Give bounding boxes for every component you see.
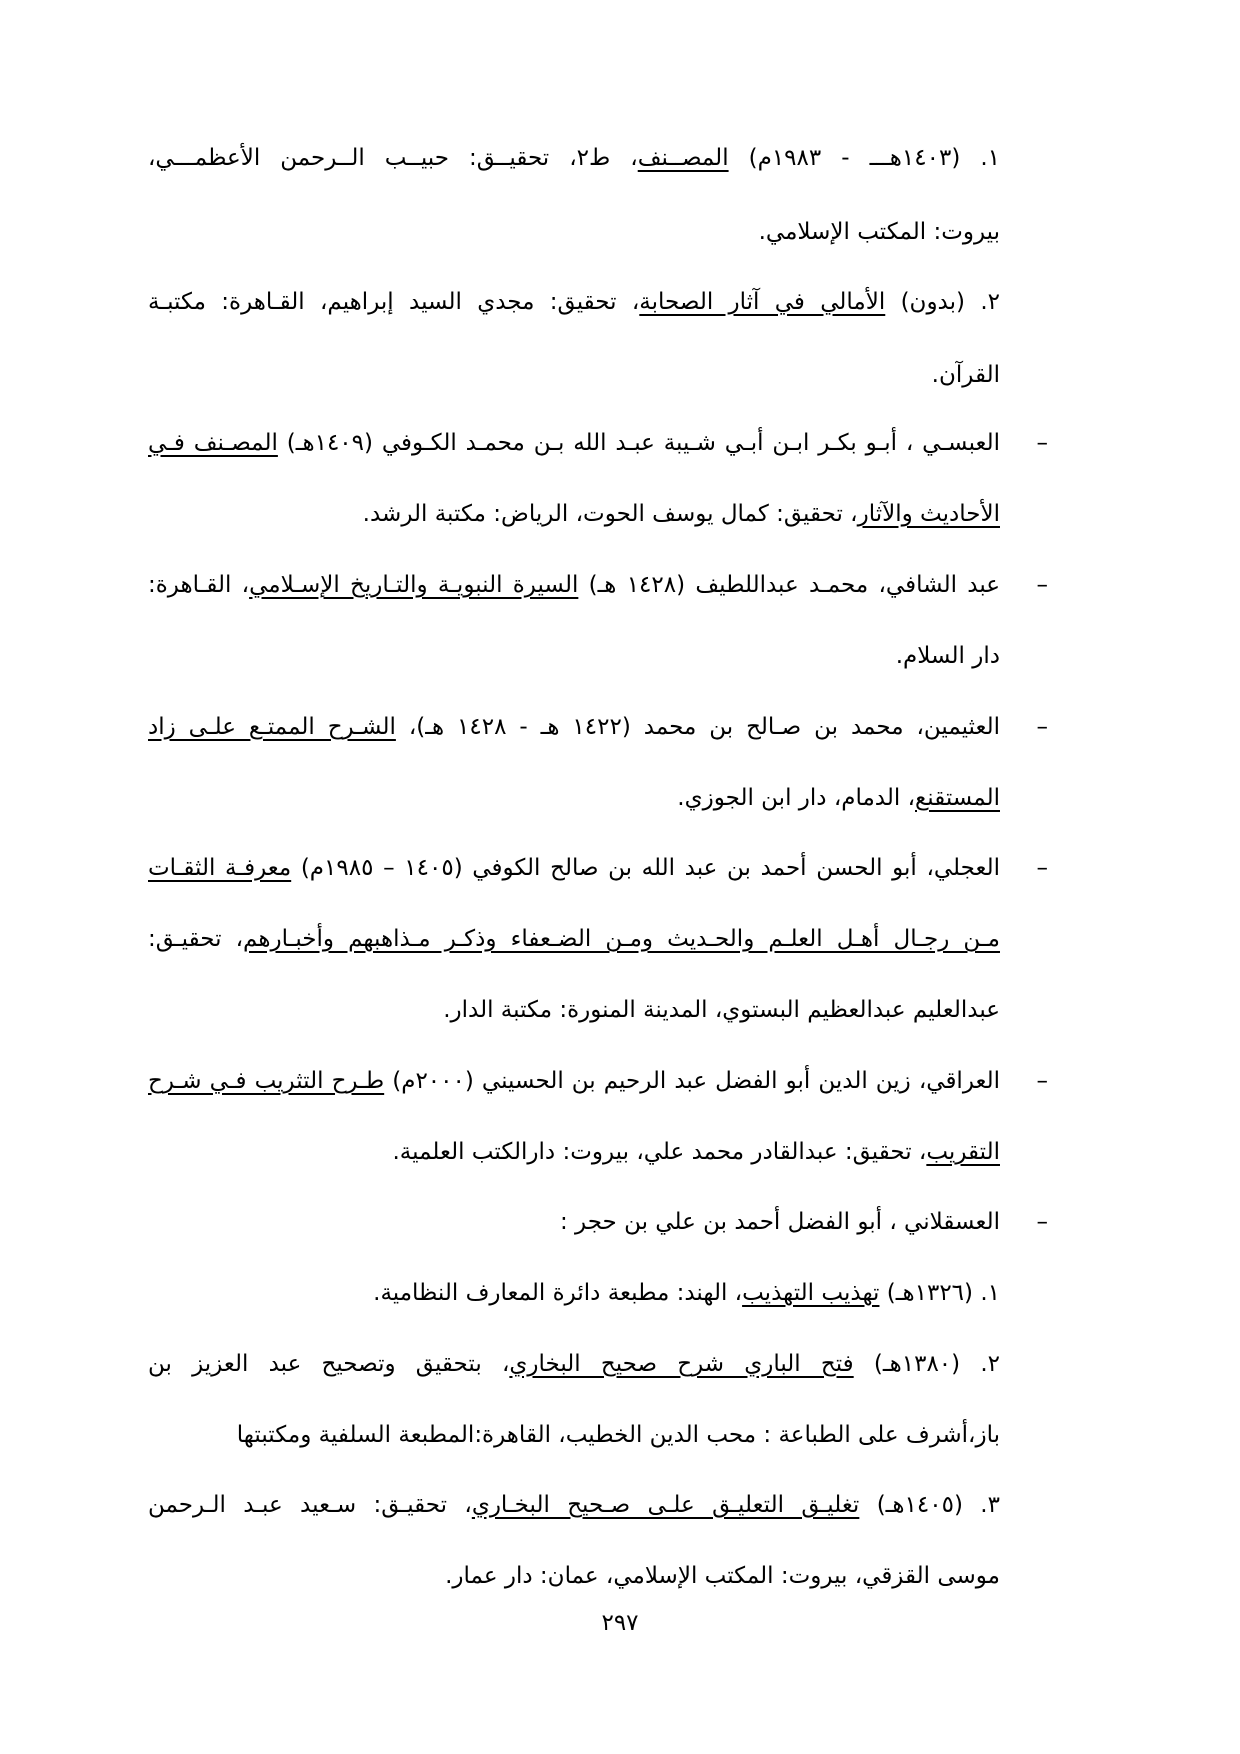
ref-line <box>759 212 1000 252</box>
ref-text: ١. (١٣٢٦هـ) <box>879 1280 1000 1306</box>
ref-text: العراقي، زين الدين أبو الفضل عبد الرحيم بن الحسيني (٢٠٠٠م) <box>384 1068 1001 1094</box>
ref-text: ، تحقيـق: سـعيد عبـد الـرحمن <box>148 1492 472 1518</box>
ref-text: ٣. (١٤٠٥هـ) <box>859 1492 1000 1518</box>
bullet-dash: – <box>1036 714 1048 740</box>
ref-text: القرآن. <box>931 362 1000 388</box>
ref-title: الشـرح الممتـع علـى زاد <box>148 714 396 740</box>
ref-title: المستقنع <box>915 785 1000 811</box>
bullet-dash: – <box>1036 430 1048 456</box>
ref-text: ٢. (بدون) <box>885 289 1000 315</box>
ref-text: العجلي، أبو الحسن أحمد بن عبد الله بن صالح الكوفي (١٤٠٥ – ١٩٨٥م) <box>291 855 1000 881</box>
ref-entry-start <box>148 848 1048 888</box>
bullet-dash: – <box>1036 855 1048 881</box>
ref-title: المصـنف فـي <box>148 430 278 456</box>
ref-line <box>148 1344 1000 1384</box>
ref-title: الأحاديث والآثار <box>857 501 1000 527</box>
ref-text: ، تحقيق: كمال يوسف الحوت، الرياض: مكتبة الرشد. <box>362 501 858 527</box>
bullet-dash: – <box>1036 572 1048 598</box>
ref-title: السيرة النبويـة والتـاريخ الإسـلامي <box>249 572 579 598</box>
ref-text: عبد الشافي، محمـد عبداللطيف (١٤٢٨ هـ) <box>578 572 1000 598</box>
ref-title: طـرح التثريب فـي شـرح <box>148 1068 385 1094</box>
ref-line <box>148 1485 1000 1525</box>
ref-entry-start <box>148 1061 1048 1101</box>
ref-line <box>443 990 1000 1030</box>
bullet-dash: – <box>1036 1068 1048 1094</box>
ref-title: معرفـة الثقـات <box>148 855 292 881</box>
ref-text: العثيمين، محمد بن صـالح بن محمد (١٤٢٢ هـ - ١٤٢٨ هـ)، <box>395 714 1000 740</box>
ref-entry-start <box>148 423 1048 463</box>
ref-title: المصــنف <box>637 145 729 171</box>
ref-text: بيروت: المكتب الإسلامي. <box>758 219 1000 245</box>
ref-title: تهذيب التهذيب <box>742 1280 880 1306</box>
ref-text: دار السلام. <box>895 643 1000 669</box>
ref-line <box>148 282 1000 322</box>
ref-text: ٢. (١٣٨٠هـ) <box>853 1351 1000 1377</box>
ref-title: الأمالي في آثار الصحابة <box>639 289 886 315</box>
ref-text: ، تحقيق: مجدي السيد إبراهيم، القـاهرة: مكتبـة <box>148 289 640 315</box>
ref-text: ، الدمام، دار ابن الجوزي. <box>677 785 916 811</box>
ref-line <box>393 1132 1001 1172</box>
bullet-dash: – <box>1036 1209 1048 1235</box>
ref-line <box>896 636 1000 676</box>
ref-entry-start <box>148 565 1048 605</box>
ref-text: ، ط٢، تحقيــق: حبيــب الــرحمن الأعظمـــي، <box>148 145 638 171</box>
ref-title: تغليـق التعليـق علـى صـحيح البخـاري <box>471 1492 860 1518</box>
ref-line <box>363 494 1000 534</box>
ref-line <box>237 1415 1000 1455</box>
ref-title: مـن رجـال أهـل العلـم والحـديث ومـن الضـعفاء وذكـر مـذاهبهم وأخبـارهم <box>243 926 1000 952</box>
ref-text: ، تحقيق: عبدالقادر محمد علي، بيروت: دارالكتب العلمية. <box>392 1139 927 1165</box>
ref-entry-start <box>559 1202 1048 1242</box>
ref-text: عبدالعليم عبدالعظيم البستوي، المدينة المنورة: مكتبة الدار. <box>443 997 1000 1023</box>
ref-line <box>677 778 1000 818</box>
ref-title: فتح الباري شرح صحيح البخاري <box>509 1351 854 1377</box>
ref-line <box>932 355 1000 395</box>
ref-text: ، الهند: مطبعة دائرة المعارف النظامية. <box>373 1280 743 1306</box>
ref-text: العبسـي ، أبـو بكـر ابـن أبـي شـيبة عبـد الله بـن محمـد الكـوفي (١٤٠٩هـ) <box>277 430 1001 456</box>
ref-title: التقريب <box>926 1139 1000 1165</box>
ref-line <box>445 1556 1000 1596</box>
ref-text: موسى القزقي، بيروت: المكتب الإسلامي، عمان: دار عمار. <box>445 1563 1000 1589</box>
ref-text: ، القـاهرة: <box>148 572 250 598</box>
ref-entry-start <box>148 707 1048 747</box>
ref-line <box>373 1273 1000 1313</box>
ref-text: باز،أشرف على الطباعة : محب الدين الخطيب، القاهرة:المطبعة السلفية ومكتبتها <box>236 1422 1000 1448</box>
ref-text: ١. (١٤٠٣هـــ - ١٩٨٣م) <box>728 145 1000 171</box>
ref-line <box>148 919 1000 959</box>
ref-line <box>148 138 1000 178</box>
ref-text: ، تحقيـق: <box>148 926 244 952</box>
page-number: ٢٩٧ <box>601 1610 639 1636</box>
ref-text: العسقلاني ، أبو الفضل أحمد بن علي بن حجر : <box>559 1209 1000 1235</box>
ref-text: ، بتحقيق وتصحيح عبد العزيز بن <box>148 1351 510 1377</box>
